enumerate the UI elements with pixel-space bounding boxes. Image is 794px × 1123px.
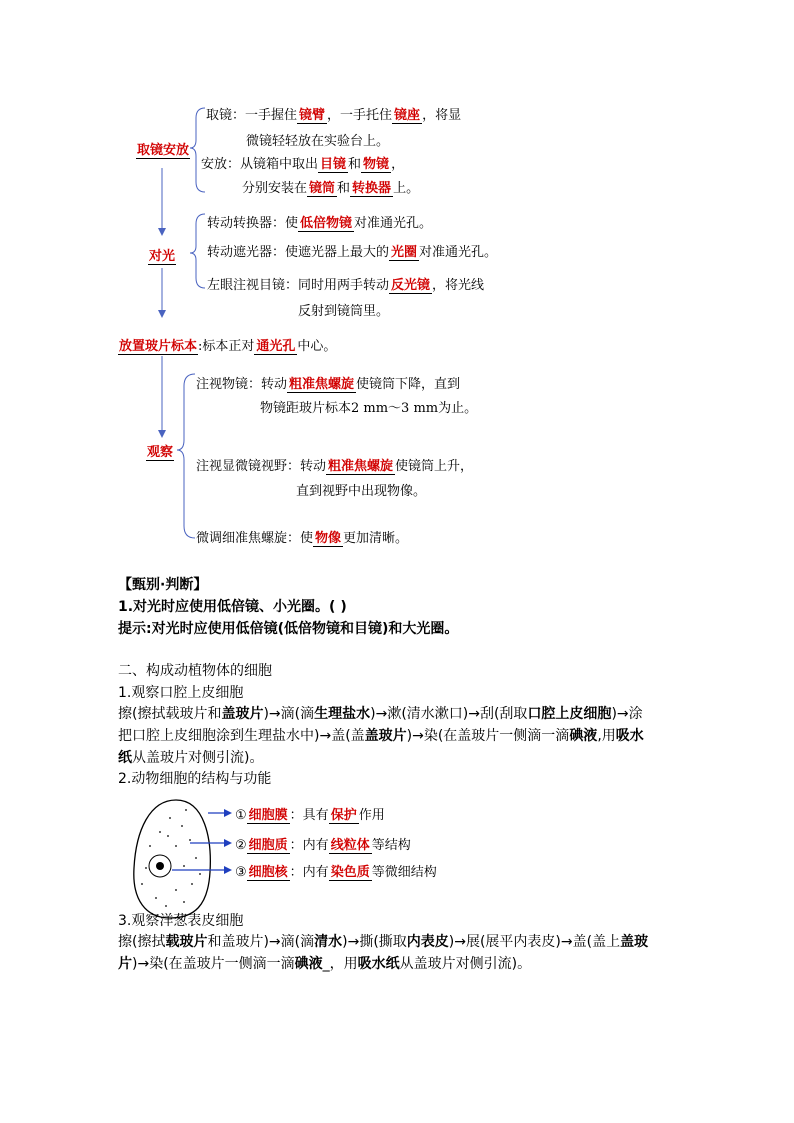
step3-line: 放置玻片标本:标本正对 通光孔 中心。 bbox=[118, 335, 336, 355]
brace-step2 bbox=[190, 214, 205, 288]
step-title-3: 放置玻片标本 bbox=[119, 339, 198, 354]
cell-label-membrane: ① 细胞膜 ：具有 保护 作用 bbox=[235, 804, 385, 824]
arrow-down-icon bbox=[158, 430, 166, 438]
judge-hint: 提示:对光时应使用低倍镜(低倍物镜和目镜)和大光圈。 bbox=[118, 621, 459, 637]
step1-qujing-line1: 取镜：一手握住 镜臂 ，一手托住 镜座 ，将显 bbox=[206, 104, 461, 124]
blank-answer: 低倍物镜 bbox=[298, 212, 354, 232]
brace-step1 bbox=[190, 108, 205, 192]
step1-anfang-line2: 分别安装在 镜筒 和 转换器 上。 bbox=[242, 177, 419, 197]
blank-answer: 镜筒 bbox=[307, 177, 337, 197]
step4-line-a2: 物镜距玻片标本2 mm～3 mm为止。 bbox=[260, 401, 478, 416]
step-title-1: 取镜安放 bbox=[136, 139, 190, 159]
section2-s3-para-line1: 擦(擦拭载玻片和盖玻片)→滴(滴清水)→撕(撕取内表皮)→展(展平内表皮)→盖(盖上盖玻 bbox=[118, 934, 649, 950]
step4-line-a: 注视物镜：转动 粗准焦螺旋 使镜筒下降，直到 bbox=[196, 373, 460, 393]
section2-s3-para-line2: 片)→染(在盖玻片一侧滴一滴碘液_，用吸水纸从盖玻片对侧引流)。 bbox=[118, 956, 532, 972]
step4-line-b: 注视显微镜视野：转动 粗准焦螺旋 使镜筒上升， bbox=[196, 455, 473, 475]
blank-answer: 转换器 bbox=[350, 177, 393, 197]
blank-answer: 通光孔 bbox=[254, 335, 297, 355]
blank-answer: 物像 bbox=[313, 527, 343, 547]
step1-qujing-line2: 微镜轻轻放在实验台上。 bbox=[246, 134, 390, 149]
section2-s2-title: 2.动物细胞的结构与功能 bbox=[118, 771, 272, 787]
blank-answer: 粗准焦螺旋 bbox=[287, 373, 356, 393]
cell-label-cytoplasm: ② 细胞质 ：内有 线粒体 等结构 bbox=[235, 834, 411, 854]
animal-cell-icon bbox=[134, 800, 232, 918]
step2-line-c2: 反射到镜筒里。 bbox=[298, 304, 390, 319]
blank-answer: 物镜 bbox=[361, 153, 391, 173]
section2-s1-para-line1: 擦(擦拭载玻片和盖玻片)→滴(滴生理盐水)→漱(清水漱口)→刮(刮取口腔上皮细胞)→涂 bbox=[118, 706, 643, 722]
judge-question: 1.对光时应使用低倍镜、小光圈。( ) bbox=[118, 599, 347, 615]
arrow-down-icon bbox=[158, 228, 166, 236]
brace-step4 bbox=[177, 374, 195, 538]
section2-s1-title: 1.观察口腔上皮细胞 bbox=[118, 685, 244, 701]
section2-heading: 二、构成动植物体的细胞 bbox=[118, 663, 272, 679]
blank-answer: 镜座 bbox=[392, 104, 422, 124]
judge-heading: 【甄别·判断】 bbox=[118, 577, 208, 593]
section2-s1-para-line3: 纸从盖玻片对侧引流)。 bbox=[118, 750, 264, 766]
blank-answer: 反光镜 bbox=[389, 274, 432, 294]
step1-anfang-line1: 安放：从镜箱中取出 目镜 和 物镜 ， bbox=[201, 153, 404, 173]
blank-answer: 镜臂 bbox=[297, 104, 327, 124]
step4-line-c: 微调细准焦螺旋：使 物像 更加清晰。 bbox=[196, 527, 408, 547]
blank-answer: 粗准焦螺旋 bbox=[326, 455, 395, 475]
step2-line-c: 左眼注视目镜：同时用两手转动 反光镜 ，将光线 bbox=[207, 274, 484, 294]
blank-answer: 目镜 bbox=[318, 153, 348, 173]
step4-line-b2: 直到视野中出现物像。 bbox=[296, 484, 427, 499]
cell-label-nucleus: ③ 细胞核 ：内有 染色质 等微细结构 bbox=[235, 861, 437, 881]
arrow-down-icon bbox=[158, 310, 166, 318]
step-title-4: 观察 bbox=[146, 441, 174, 461]
blank-answer: 光圈 bbox=[389, 241, 419, 261]
step2-line-a: 转动转换器：使 低倍物镜 对准通光孔。 bbox=[207, 212, 432, 232]
step-title-2: 对光 bbox=[148, 245, 176, 265]
step2-line-b: 转动遮光器：使遮光器上最大的 光圈 对准通光孔。 bbox=[207, 241, 497, 261]
section2-s3-title: 3.观察洋葱表皮细胞 bbox=[118, 913, 244, 929]
section2-s1-para-line2: 把口腔上皮细胞涂到生理盐水中)→盖(盖盖玻片)→染(在盖玻片一侧滴一滴碘液,用吸水 bbox=[118, 728, 644, 744]
